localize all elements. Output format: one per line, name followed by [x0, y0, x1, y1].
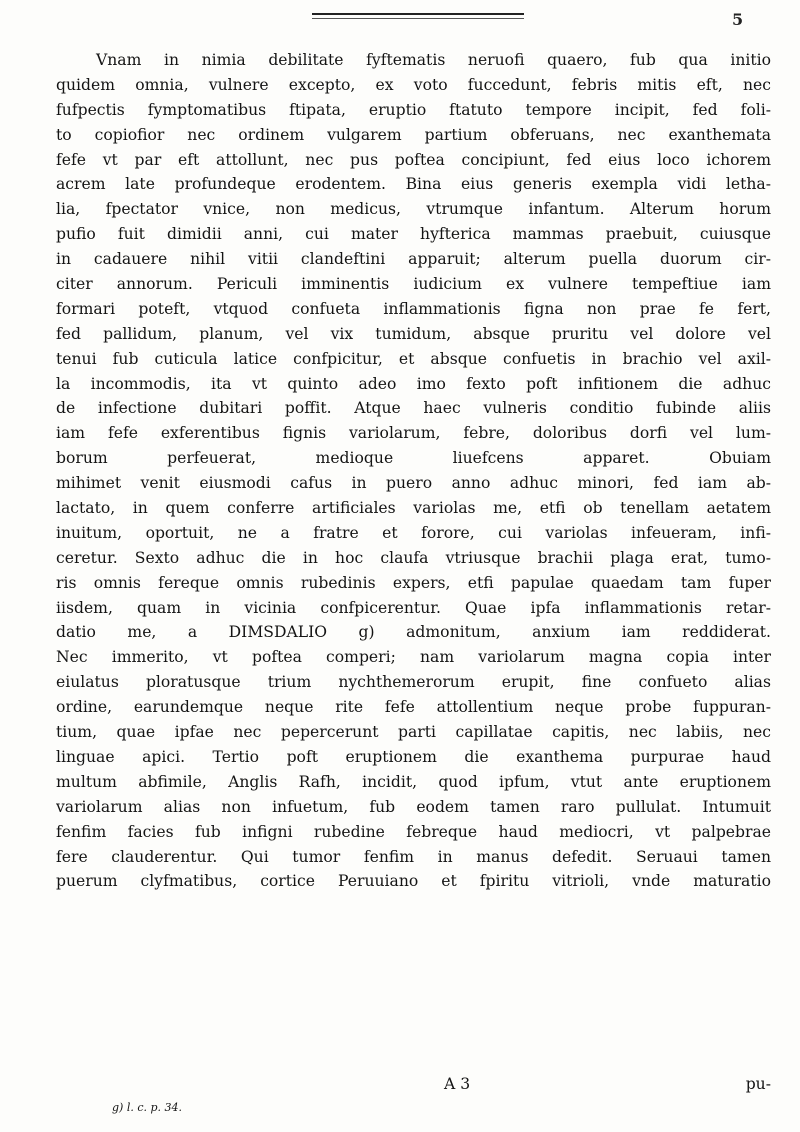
text-line: eiulatus ploratusque trium nychthemerorum erupit, fine confueto alias [56, 673, 771, 692]
text-line: ceretur. Sexto adhuc die in hoc claufa vtriusque brachii plaga erat, tumo- [56, 548, 771, 567]
text-line: mihimet venit eiusmodi cafus in puero anno adhuc minori, fed iam ab- [56, 474, 771, 493]
text-line: fere clauderentur. Qui tumor fenfim in manus defedit. Seruaui tamen [56, 847, 771, 866]
text-line: fufpectis fymptomatibus ftipata, eruptio ftatuto tempore incipit, fed foli- [56, 100, 771, 119]
text-line: fefe vt par eft attollunt, nec pus poftea concipiunt, fed eius loco ichorem [56, 150, 771, 169]
text-line: la incommodis, ita vt quinto adeo imo fexto poft infitionem die adhuc [56, 374, 771, 393]
signature-mark: A 3 [444, 1075, 471, 1093]
header-rule-thin [312, 18, 524, 19]
text-line: ordine, earundemque neque rite fefe attollentium neque probe fuppuran- [56, 698, 771, 717]
text-line: ris omnis fereque omnis rubedinis expers, etfi papulae quaedam tam fuper [56, 573, 771, 592]
text-line: quidem omnia, vulnere excepto, ex voto fuccedunt, febris mitis eft, nec [56, 75, 771, 94]
text-line: fed pallidum, planum, vel vix tumidum, absque pruritu vel dolore vel [56, 324, 771, 343]
text-line: puerum clyfmatibus, cortice Peruuiano et fpiritu vitrioli, vnde maturatio [56, 872, 771, 891]
text-line: acrem late profundeque erodentem. Bina eius generis exempla vidi letha- [56, 175, 771, 194]
text-line: datio me, a DIMSDALIO g) admonitum, anxium iam reddiderat. [56, 623, 771, 642]
page-number: 5 [732, 10, 744, 29]
text-line: Nec immerito, vt poftea comperi; nam variolarum magna copia inter [56, 648, 771, 667]
text-line: variolarum alias non infuetum, fub eodem tamen raro pullulat. Intumuit [56, 797, 771, 816]
text-line: inuitum, oportuit, ne a fratre et forore, cui variolas infeueram, infi- [56, 523, 771, 542]
text-line: to copiofior nec ordinem vulgarem partium obferuans, nec exanthemata [56, 125, 771, 144]
text-line: Vnam in nimia debilitate fyftematis neruofi quaero, fub qua initio [96, 51, 771, 69]
page-footer-line [56, 1073, 771, 1114]
text-line: tium, quae ipfae nec pepercerunt parti capillatae capitis, nec labiis, nec [56, 723, 771, 742]
text-line: borum perfeuerat, medioque liuefcens apparet. Obuiam [56, 449, 771, 468]
text-line: iisdem, quam in vicinia confpicerentur. Quae ipfa inflammationis retar- [56, 598, 771, 617]
text-line: in cadauere nihil vitii clandeftini apparuit; alterum puella duorum cir- [56, 250, 771, 269]
text-line: formari poteft, vtquod confueta inflammationis figna non prae fe fert, [56, 299, 771, 318]
text-line: lia, fpectator vnice, non medicus, vtrumque infantum. Alterum horum [56, 200, 771, 219]
text-line: linguae apici. Tertio poft eruptionem die exanthema purpurae haud [56, 747, 771, 766]
text-line: lactato, in quem conferre artificiales variolas me, etfi ob tenellam aetatem [56, 499, 771, 518]
header-rule [312, 13, 524, 15]
text-line: iam fefe exferentibus fignis variolarum, febre, doloribus dorfi vel lum- [56, 424, 771, 443]
text-line: fenfim facies fub infigni rubedine febreque haud mediocri, vt palpebrae [56, 822, 771, 841]
text-line: citer annorum. Periculi imminentis iudicium ex vulnere tempeftiue iam [56, 275, 771, 294]
text-line: multum abfimile, Anglis Rafh, incidit, quod ipfum, vtut ante eruptionem [56, 772, 771, 791]
footnote: g) l. c. p. 34. [112, 1101, 183, 1114]
text-line: de infectione dubitari poffit. Atque haec vulneris conditio fubinde aliis [56, 399, 771, 418]
body-text [56, 48, 771, 894]
text-line: tenui fub cuticula latice confpicitur, et absque confuetis in brachio vel axil- [56, 349, 771, 368]
catchword: pu- [745, 1075, 771, 1093]
text-line: pufio fuit dimidii anni, cui mater hyfterica mammas praebuit, cuiusque [56, 225, 771, 244]
